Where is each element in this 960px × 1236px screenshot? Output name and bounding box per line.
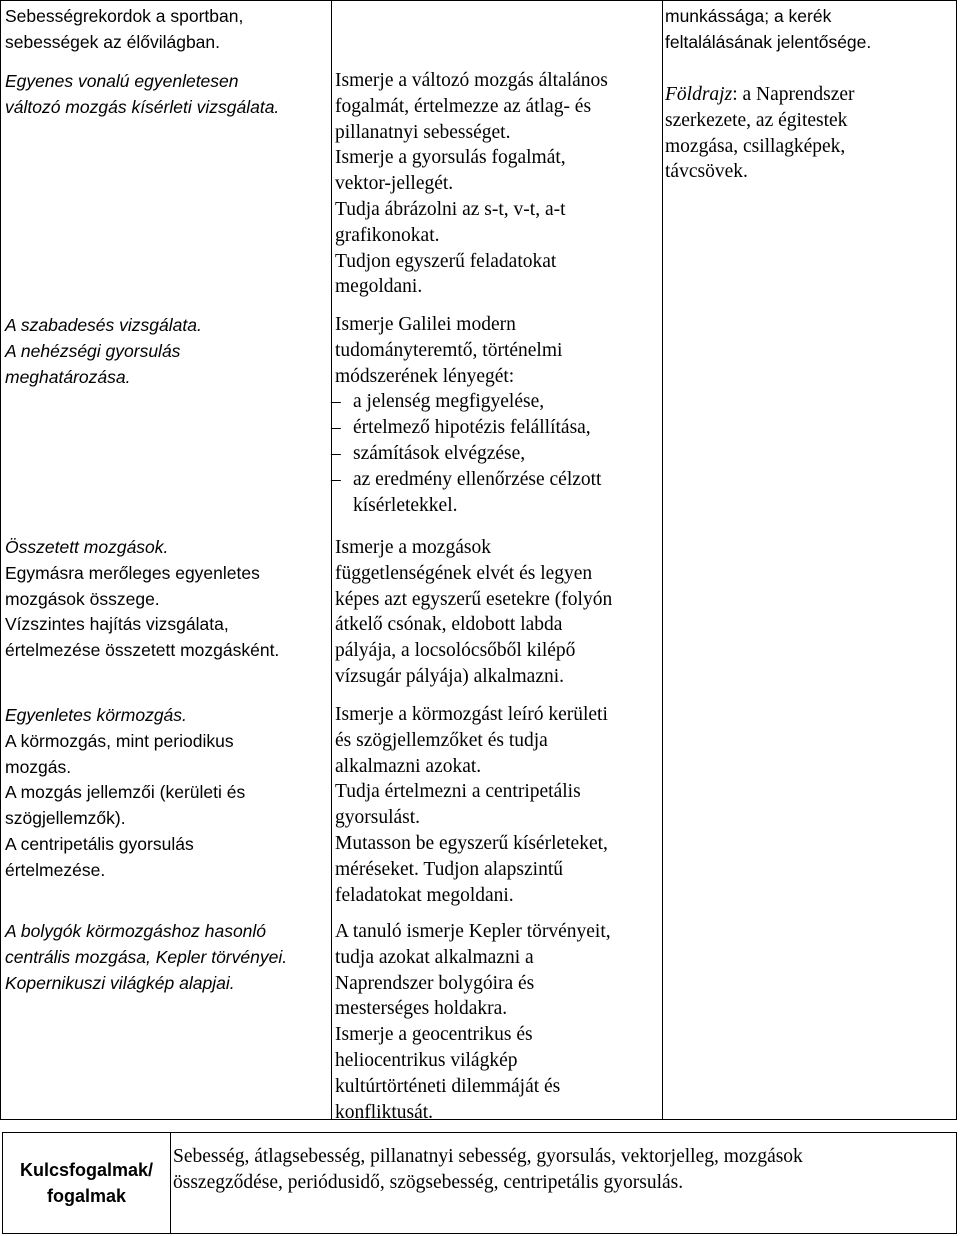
text-line: Egyenes vonalú egyenletesen [5, 71, 239, 91]
text-line: feltalálásának jelentősége. [665, 31, 872, 52]
requirement-galilei [331, 312, 602, 518]
text-line: értelmezése összetett mozgásként. [5, 640, 280, 661]
text-line: Ismerje a gyorsulás fogalmát, [335, 147, 566, 169]
topic-sports-speed [5, 4, 243, 56]
text-line [665, 82, 855, 108]
subject-label: Földrajz [665, 84, 733, 105]
topic-circular-motion [5, 703, 245, 884]
connection-wheel [665, 4, 871, 56]
text-line: összegződése, periódusidő, szögsebesség, centripetális gyorsulás. [173, 1171, 684, 1193]
text-line: alkalmazni azokat. [335, 755, 482, 777]
footer-top-border [2, 1132, 957, 1133]
text-line: Vízszintes hajítás vizsgálata, [5, 614, 229, 635]
list-item-text: számítások elvégzése, [353, 442, 526, 464]
text-line: értelmezése. [5, 859, 106, 880]
text-line: centrális mozgása, Kepler törvényei. [5, 946, 288, 967]
text-line: fogalmak [46, 1185, 127, 1206]
text-line: módszerének lényegét: [335, 365, 515, 387]
text-line: A nehézségi gyorsulás [5, 340, 181, 361]
text-line: Ismerje a mozgások [335, 537, 491, 558]
text-line: A körmozgás, mint periodikus [5, 730, 234, 751]
footer-right-border [956, 1132, 957, 1234]
text-line: Egymásra merőleges egyenletes [5, 562, 260, 583]
text-line: Egyenletes körmozgás. [5, 705, 187, 725]
text-line: A centripetális gyorsulás [5, 833, 194, 854]
list-item-text: a jelenség megfigyelése, [353, 391, 545, 413]
topic-free-fall [5, 313, 202, 390]
requirement-circular [335, 702, 608, 908]
text-line: kultúrtörténeti dilemmáját és [335, 1075, 561, 1097]
text-line: vízsugár pályája) alkalmazni. [335, 665, 565, 687]
text-line: változó mozgás kísérleti vizsgálata. [5, 96, 280, 117]
table-left-border [0, 0, 1, 1120]
text-line: grafikonokat. [335, 224, 440, 246]
text-line: képes azt egyszerű esetekre (folyón [335, 588, 613, 610]
text-line: sebességek az élővilágban. [5, 31, 221, 52]
text-fragment: : a Naprendszer [732, 84, 855, 105]
list-item [331, 467, 601, 493]
dash-bullet: – [331, 468, 341, 490]
list-item [331, 415, 601, 441]
topic-kepler [5, 919, 287, 996]
table-right-border [956, 0, 957, 1120]
text-line: A mozgás jellemzői (kerületi és [5, 782, 246, 803]
text-line: Sebességrekordok a sportban, [5, 6, 244, 26]
text-line: A bolygók körmozgáshoz hasonló [5, 921, 267, 941]
requirement-kepler [335, 919, 611, 1125]
text-line: megoldani. [335, 276, 423, 298]
text-line: távcsövek. [665, 161, 748, 183]
text-line: kísérletekkel. [353, 494, 458, 516]
text-line: Kulcsfogalmak/ [19, 1160, 154, 1180]
text-line: átkelő csónak, eldobott labda [335, 614, 563, 636]
text-line: gyorsulást. [335, 807, 421, 829]
text-line: szögjellemzők). [5, 808, 126, 829]
footer-bottom-border [2, 1233, 957, 1234]
text-line: Ismerje a körmozgást leíró kerületi [335, 704, 608, 725]
column-divider-2 [662, 0, 663, 1120]
text-line: heliocentrikus világkép [335, 1049, 518, 1071]
text-line: A szabadesés vizsgálata. [5, 315, 202, 335]
dash-bullet: – [331, 391, 341, 413]
topic-compound-motion [5, 535, 279, 664]
text-line: méréseket. Tudjon alapszintű [335, 858, 564, 880]
text-line: Ismerje Galilei modern [335, 314, 516, 335]
key-concepts-label [3, 1158, 170, 1210]
text-line: Összetett mozgások. [5, 537, 169, 557]
text-line: tudományteremtő, történelmi [335, 339, 563, 361]
connection-geography [665, 82, 855, 185]
dash-bullet: – [331, 417, 341, 439]
text-line: A tanuló ismerje Kepler törvényeit, [335, 921, 611, 942]
list-item [331, 441, 601, 467]
text-line: függetlenségének elvét és legyen [335, 562, 593, 584]
text-line: konfliktusát. [335, 1101, 434, 1123]
text-line: tudja azokat alkalmazni a [335, 946, 534, 968]
text-line: Kopernikuszi világkép alapjai. [5, 972, 235, 993]
text-line: vektor-jellegét. [335, 173, 454, 195]
text-line: pályája, a locsolócsőből kilépő [335, 640, 576, 662]
list-item-text: értelmező hipotézis felállítása, [353, 417, 591, 439]
footer-divider [170, 1132, 171, 1234]
table-top-border [0, 0, 957, 1]
text-line: Ismerje a geocentrikus és [335, 1024, 533, 1046]
text-line: feladatokat megoldani. [335, 884, 514, 906]
key-concepts-text [173, 1144, 803, 1196]
column-divider-1 [331, 0, 332, 1120]
text-line: és szögjellemzőket és tudja [335, 729, 548, 751]
text-line: munkássága; a kerék [665, 6, 832, 26]
topic-uniform-acceleration [5, 69, 279, 121]
text-line: mesterséges holdakra. [335, 998, 508, 1020]
dash-bullet: – [331, 442, 341, 464]
text-line: mozgása, csillagképek, [665, 135, 846, 157]
text-line: Naprendszer bolygóira és [335, 972, 535, 994]
text-line: pillanatnyi sebességet. [335, 121, 511, 143]
requirement-variable-motion [335, 68, 608, 300]
text-line: mozgások összege. [5, 588, 160, 609]
text-line: Ismerje a változó mozgás általános [335, 70, 608, 91]
text-line: mozgás. [5, 756, 72, 777]
text-line: Tudja értelmezni a centripetális [335, 781, 581, 803]
requirement-independence [335, 535, 612, 690]
text-line: fogalmát, értelmezze az átlag- és [335, 95, 592, 117]
text-line: Tudja ábrázolni az s-t, v-t, a-t [335, 198, 566, 220]
text-line: Mutasson be egyszerű kísérleteket, [335, 832, 608, 854]
list-item-text: az eredmény ellenőrzése célzott [353, 468, 602, 490]
text-line: meghatározása. [5, 366, 131, 387]
list-item [331, 389, 601, 415]
text-line: Sebesség, átlagsebesség, pillanatnyi sebesség, gyorsulás, vektorjelleg, mozgások [173, 1146, 803, 1167]
text-line: Tudjon egyszerű feladatokat [335, 250, 557, 272]
text-line: szerkezete, az égitestek [665, 109, 848, 131]
